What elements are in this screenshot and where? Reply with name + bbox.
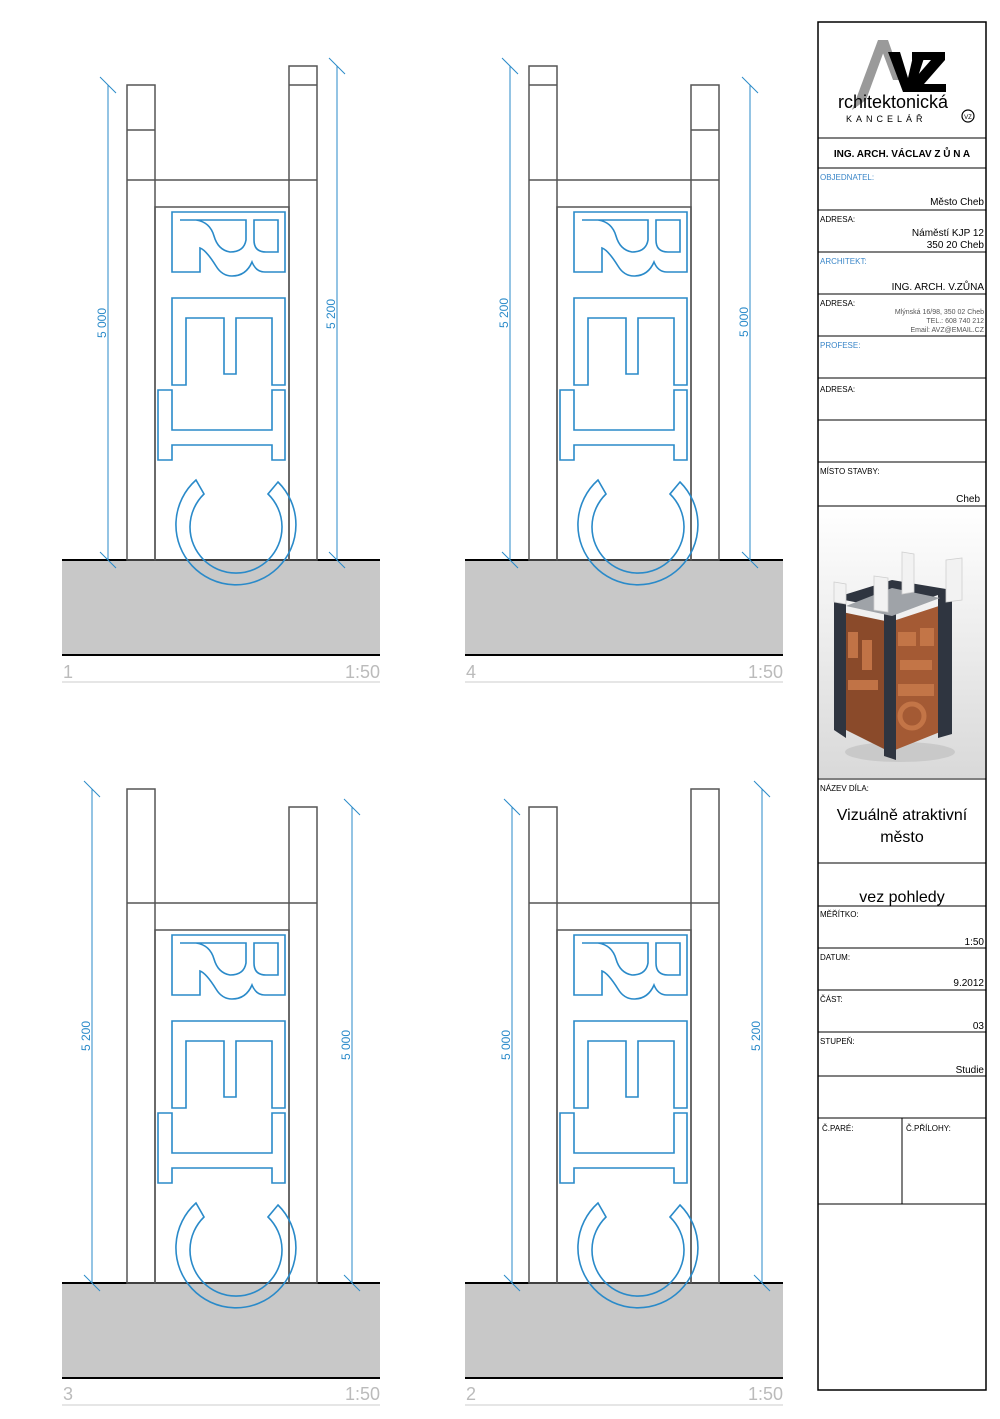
stage-label: STUPEŇ:	[820, 1037, 855, 1046]
logo-badge: VZ	[964, 115, 972, 121]
letter-h	[158, 1113, 285, 1183]
elevation-view-2	[465, 781, 783, 1405]
letter-e	[172, 1021, 285, 1108]
ground-block	[465, 560, 783, 655]
right-dimension: 5 200	[324, 298, 338, 330]
architect-value: ING. ARCH. V.ZŮNA	[891, 282, 984, 293]
ground-block	[465, 1283, 783, 1378]
logo-line1: rchitektonická	[838, 92, 949, 112]
copy-label: Č.PARÉ:	[822, 1124, 854, 1133]
view-number: 4	[466, 662, 477, 682]
ground-block	[62, 560, 380, 655]
architect-address-line3: Email: AVZ@EMAIL.CZ	[910, 327, 984, 334]
dimension-lines	[504, 781, 770, 1291]
letter-h	[158, 390, 285, 460]
architect-address-line2: TEL.: 608 740 212	[926, 318, 984, 325]
client-label: OBJEDNATEL:	[820, 173, 875, 182]
client-address-label: ADRESA:	[820, 215, 856, 224]
tower-frame	[529, 66, 719, 560]
view-scale: 1:50	[747, 662, 783, 682]
cheb-letters	[158, 935, 296, 1308]
work-title-line1: Vizuálně atraktivní	[836, 807, 968, 824]
letter-b	[574, 212, 687, 276]
left-dimension: 5 200	[79, 1020, 93, 1052]
scale-value: 1:50	[964, 937, 984, 948]
letter-h	[560, 390, 687, 460]
letter-b	[172, 212, 285, 276]
architect-label: ARCHITEKT:	[820, 257, 867, 266]
part-value: 03	[972, 1021, 984, 1032]
cheb-letters	[158, 212, 296, 585]
work-title-label: NÁZEV DÍLA:	[820, 784, 869, 793]
tower-frame	[127, 66, 317, 560]
architect-name: ING. ARCH. VÁCLAV Z Ů N A	[833, 149, 971, 160]
architect-address-label: ADRESA:	[820, 299, 856, 308]
client-address-line2: 350 20 Cheb	[926, 240, 984, 251]
site-label: MÍSTO STAVBY:	[820, 467, 880, 476]
letter-e	[574, 298, 687, 385]
client-address-line1: Náměstí KJP 12	[911, 228, 984, 239]
ground-block	[62, 1283, 380, 1378]
view-scale: 1:50	[344, 1384, 380, 1404]
elevation-view-1	[62, 58, 380, 682]
part-label: ČÁST:	[820, 995, 843, 1004]
site-value: Cheb	[956, 494, 980, 505]
tower-frame	[529, 789, 719, 1283]
letter-e	[574, 1021, 687, 1108]
date-label: DATUM:	[820, 953, 851, 962]
tower-frame	[127, 789, 317, 1283]
tower-render-image	[819, 507, 985, 778]
architect-address-line1: Mlýnská 16/98, 350 02 Cheb	[894, 309, 984, 316]
dimension-lines	[100, 58, 345, 568]
elevation-view-3	[62, 781, 380, 1405]
client-value: Město Cheb	[930, 197, 984, 208]
logo-line2: KANCELÁŘ	[846, 114, 927, 124]
title-block	[818, 22, 986, 1390]
right-dimension: 5 000	[737, 306, 751, 338]
scale-label: MĚŘÍTKO:	[820, 910, 859, 919]
date-value: 9.2012	[953, 978, 984, 989]
cheb-letters	[560, 212, 698, 585]
view-number: 1	[63, 662, 74, 682]
letter-b	[574, 935, 687, 999]
view-scale: 1:50	[344, 662, 380, 682]
elevation-view-4	[465, 58, 783, 682]
profession-address-label: ADRESA:	[820, 385, 856, 394]
avz-logo	[838, 40, 974, 124]
left-dimension: 5 000	[499, 1029, 513, 1061]
letter-h	[560, 1113, 687, 1183]
profession-label: PROFESE:	[820, 341, 861, 350]
drawing-name: vez pohledy	[859, 889, 945, 906]
view-number: 3	[63, 1384, 74, 1404]
view-number: 2	[466, 1384, 477, 1404]
right-dimension: 5 200	[749, 1020, 763, 1052]
letter-b	[172, 935, 285, 999]
stage-value: Studie	[955, 1065, 984, 1076]
attachment-label: Č.PŘÍLOHY:	[906, 1124, 951, 1133]
left-dimension: 5 000	[95, 307, 109, 339]
letter-e	[172, 298, 285, 385]
cheb-letters	[560, 935, 698, 1308]
work-title-line2: město	[880, 829, 924, 846]
left-dimension: 5 200	[497, 297, 511, 329]
right-dimension: 5 000	[339, 1029, 353, 1061]
dimension-lines	[84, 781, 360, 1291]
view-scale: 1:50	[747, 1384, 783, 1404]
